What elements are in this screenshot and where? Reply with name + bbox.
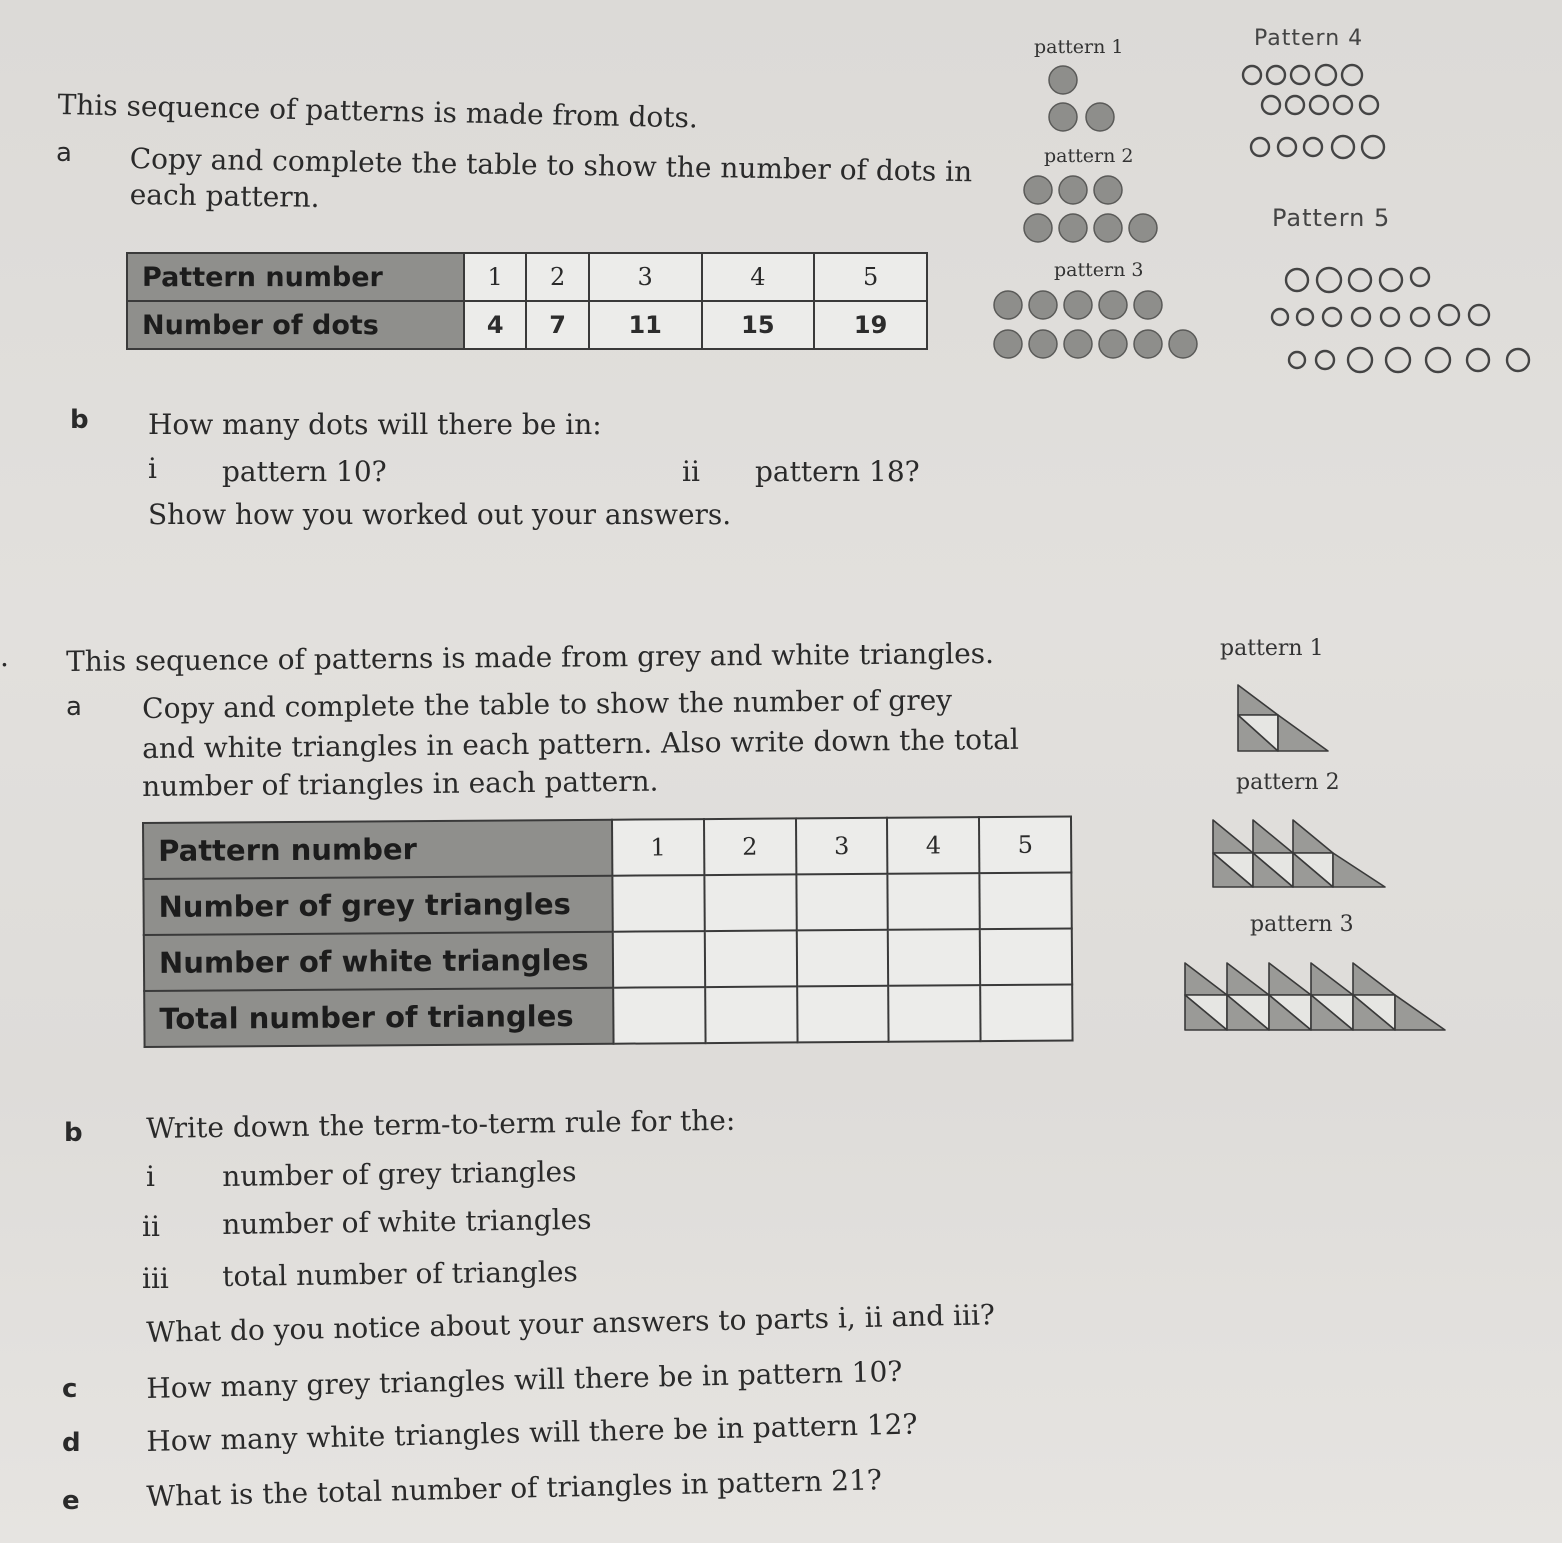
hdot-p5-6 [1272,309,1288,325]
hdot-p4-5 [1342,65,1362,85]
hdot-p5-18 [1426,348,1450,372]
q6-part-bi-text: number of grey triangles [222,1155,577,1193]
hand-drawn-dot-patterns-4-5 [1235,55,1555,385]
q5-dots-answer-4[interactable]: 15 [702,301,815,349]
dot-p3-4 [1099,291,1127,319]
q6-white-cell-2[interactable] [705,930,797,987]
q6-part-c-text: How many grey triangles will there be in pattern 10? [146,1354,903,1405]
tri-p3-g2 [1227,963,1269,995]
hdot-p5-3 [1349,269,1371,291]
dot-p1-3 [1086,103,1114,131]
q5-part-b-text: How many dots will there be in: [148,408,602,441]
tri-p1-grey-top [1238,685,1278,715]
tri-p3-g1 [1185,963,1227,995]
q6-table-header-white: Number of white triangles [144,932,613,991]
hdot-p5-14 [1289,352,1305,368]
q5-dots-answer-3[interactable]: 11 [589,301,702,349]
tri-p3-g5 [1353,963,1395,995]
q5-part-bii-numeral: ii [682,455,700,488]
hdot-p5-11 [1411,308,1429,326]
dot-pattern-5-label: Pattern 5 [1272,204,1391,232]
q5-part-a-line2: each pattern. [129,178,320,214]
dot-p3-11 [1169,330,1197,358]
q6-part-b-notice: What do you notice about your answers to parts i, ii and iii? [146,1298,996,1349]
dot-p3-5 [1134,291,1162,319]
hdot-p4-12 [1278,138,1296,156]
q6-total-cell-2[interactable] [705,986,797,1043]
q5-part-a-letter: a [56,138,72,168]
q6-part-b-letter: b [64,1118,83,1148]
q5-part-b-letter: b [70,405,89,435]
q6-white-cell-3[interactable] [796,930,888,987]
tri-p2-g7 [1333,853,1385,887]
dot-p3-7 [1029,330,1057,358]
q5-dots-answer-2[interactable]: 7 [526,301,588,349]
q5-part-a-line1: Copy and complete the table to show the number of dots in [129,142,973,189]
q6-table-header-pattern-number: Pattern number [143,820,612,879]
hdot-p5-20 [1507,349,1529,371]
q6-part-bi-numeral: i [146,1160,155,1193]
q6-part-bii-numeral: ii [142,1210,160,1243]
q6-part-b-text: Write down the term-to-term rule for the: [146,1103,736,1145]
q6-total-cell-4[interactable] [889,985,981,1042]
hdot-p5-5 [1411,268,1429,286]
tri-p2-g1 [1213,820,1253,853]
dot-p2-2 [1059,176,1087,204]
q6-part-d-text: How many white triangles will there be in pattern 12? [146,1407,918,1458]
hdot-p5-7 [1297,309,1313,325]
hdot-p4-3 [1291,66,1309,84]
dot-p2-5 [1059,214,1087,242]
q6-part-a-line1: Copy and complete the table to show the number of grey [142,683,953,725]
dot-p2-1 [1024,176,1052,204]
tri-p2-g2 [1253,820,1293,853]
hdot-p5-9 [1352,308,1370,326]
dot-pattern-3-label: pattern 3 [1054,259,1144,281]
hdot-p5-19 [1467,349,1489,371]
dot-p2-3 [1094,176,1122,204]
q6-grey-cell-3[interactable] [796,874,888,931]
dot-p3-1 [994,291,1022,319]
q5-intro: This sequence of patterns is made from dots. [57,88,699,135]
q6-table-header-total: Total number of triangles [144,988,613,1047]
q5-table-pattern-1: 1 [464,253,526,301]
q6-table-pattern-4: 4 [887,817,979,874]
q6-table-header-grey: Number of grey triangles [143,876,612,935]
hdot-p5-15 [1316,351,1334,369]
q6-table-pattern-1: 1 [612,819,704,876]
hdot-p5-10 [1381,308,1399,326]
hdot-p5-16 [1348,348,1372,372]
hdot-p4-13 [1304,138,1322,156]
hdot-p4-15 [1362,136,1384,158]
dot-p3-10 [1134,330,1162,358]
hdot-p4-2 [1267,66,1285,84]
q5-table-pattern-3: 3 [589,253,702,301]
q6-grey-cell-1[interactable] [612,875,704,932]
dot-p2-7 [1129,214,1157,242]
q6-part-biii-text: total number of triangles [222,1255,579,1293]
q5-part-bi-numeral: i [148,452,157,485]
q6-triangles-table [142,816,1074,1048]
triangle-pattern-2-label: pattern 2 [1236,770,1340,795]
triangle-pattern-1-label: pattern 1 [1220,636,1324,661]
q5-table-pattern-5: 5 [814,253,927,301]
hdot-p4-10 [1360,96,1378,114]
q6-part-c-letter: c [62,1374,78,1404]
hdot-p4-11 [1251,138,1269,156]
q6-white-cell-5[interactable] [980,929,1072,986]
q5-dots-answer-5[interactable]: 19 [814,301,927,349]
q6-total-cell-5[interactable] [980,985,1072,1042]
q6-number: . [0,640,9,673]
tri-p2-g3 [1293,820,1333,853]
tri-p3-g3 [1269,963,1311,995]
q5-table-header-number-of-dots: Number of dots [127,301,464,349]
hdot-p5-8 [1323,308,1341,326]
dot-p2-4 [1024,214,1052,242]
hdot-p5-4 [1380,269,1402,291]
hdot-p4-7 [1286,96,1304,114]
q6-table-pattern-2: 2 [704,818,796,875]
q5-part-bi-text: pattern 10? [222,455,387,488]
q6-part-d-letter: d [62,1428,81,1458]
dot-p2-6 [1094,214,1122,242]
q5-table-pattern-2: 2 [526,253,588,301]
q6-part-a-line3: number of triangles in each pattern. [142,764,659,803]
triangle-patterns-figure [1180,675,1460,1040]
dot-p3-3 [1064,291,1092,319]
q6-grey-cell-5[interactable] [980,873,1072,930]
q5-part-bii-text: pattern 18? [755,455,920,488]
hdot-p4-1 [1243,66,1261,84]
hdot-p5-17 [1386,348,1410,372]
q6-part-e-text: What is the total number of triangles in pattern 21? [146,1463,883,1513]
tri-p1-grey-right [1278,715,1328,751]
triangle-pattern-3-label: pattern 3 [1250,912,1354,937]
dot-pattern-4-label: Pattern 4 [1254,26,1364,51]
tri-p3-g11 [1395,995,1445,1030]
q6-grey-cell-2[interactable] [704,874,796,931]
q5-table-header-pattern-number: Pattern number [127,253,464,301]
q6-table-pattern-5: 5 [979,817,1071,874]
q6-part-a-letter: a [66,692,82,722]
dot-p3-6 [994,330,1022,358]
hdot-p5-1 [1286,269,1308,291]
dot-p3-2 [1029,291,1057,319]
q6-intro: This sequence of patterns is made from grey and white triangles. [66,636,995,678]
q6-part-e-letter: e [62,1486,80,1516]
dot-p3-9 [1099,330,1127,358]
hdot-p4-14 [1332,136,1354,158]
dot-p1-1 [1049,66,1077,94]
tri-p3-g4 [1311,963,1353,995]
hdot-p5-13 [1469,305,1489,325]
hdot-p4-6 [1262,96,1280,114]
q5-table-pattern-4: 4 [702,253,815,301]
q5-part-b-show-working: Show how you worked out your answers. [148,498,732,531]
grey-dot-patterns-1-3 [980,60,1220,360]
q6-total-cell-1[interactable] [613,987,705,1044]
dot-p3-8 [1064,330,1092,358]
q6-table-pattern-3: 3 [796,818,888,875]
q5-dots-table [126,252,928,350]
hdot-p4-4 [1316,65,1336,85]
q6-part-bii-text: number of white triangles [222,1202,592,1241]
dot-p1-2 [1049,103,1077,131]
q6-white-cell-1[interactable] [613,931,705,988]
hdot-p4-8 [1310,96,1328,114]
hdot-p4-9 [1334,96,1352,114]
q6-part-a-line2: and white triangles in each pattern. Also write down the total [142,722,1020,765]
hdot-p5-12 [1439,305,1459,325]
dot-pattern-2-label: pattern 2 [1044,145,1134,167]
q6-white-cell-4[interactable] [888,929,980,986]
hdot-p5-2 [1317,268,1341,292]
dot-pattern-1-label: pattern 1 [1034,36,1124,58]
q6-total-cell-3[interactable] [797,986,889,1043]
q6-grey-cell-4[interactable] [888,873,980,930]
q5-dots-answer-1[interactable]: 4 [464,301,526,349]
q6-part-biii-numeral: iii [142,1262,169,1295]
